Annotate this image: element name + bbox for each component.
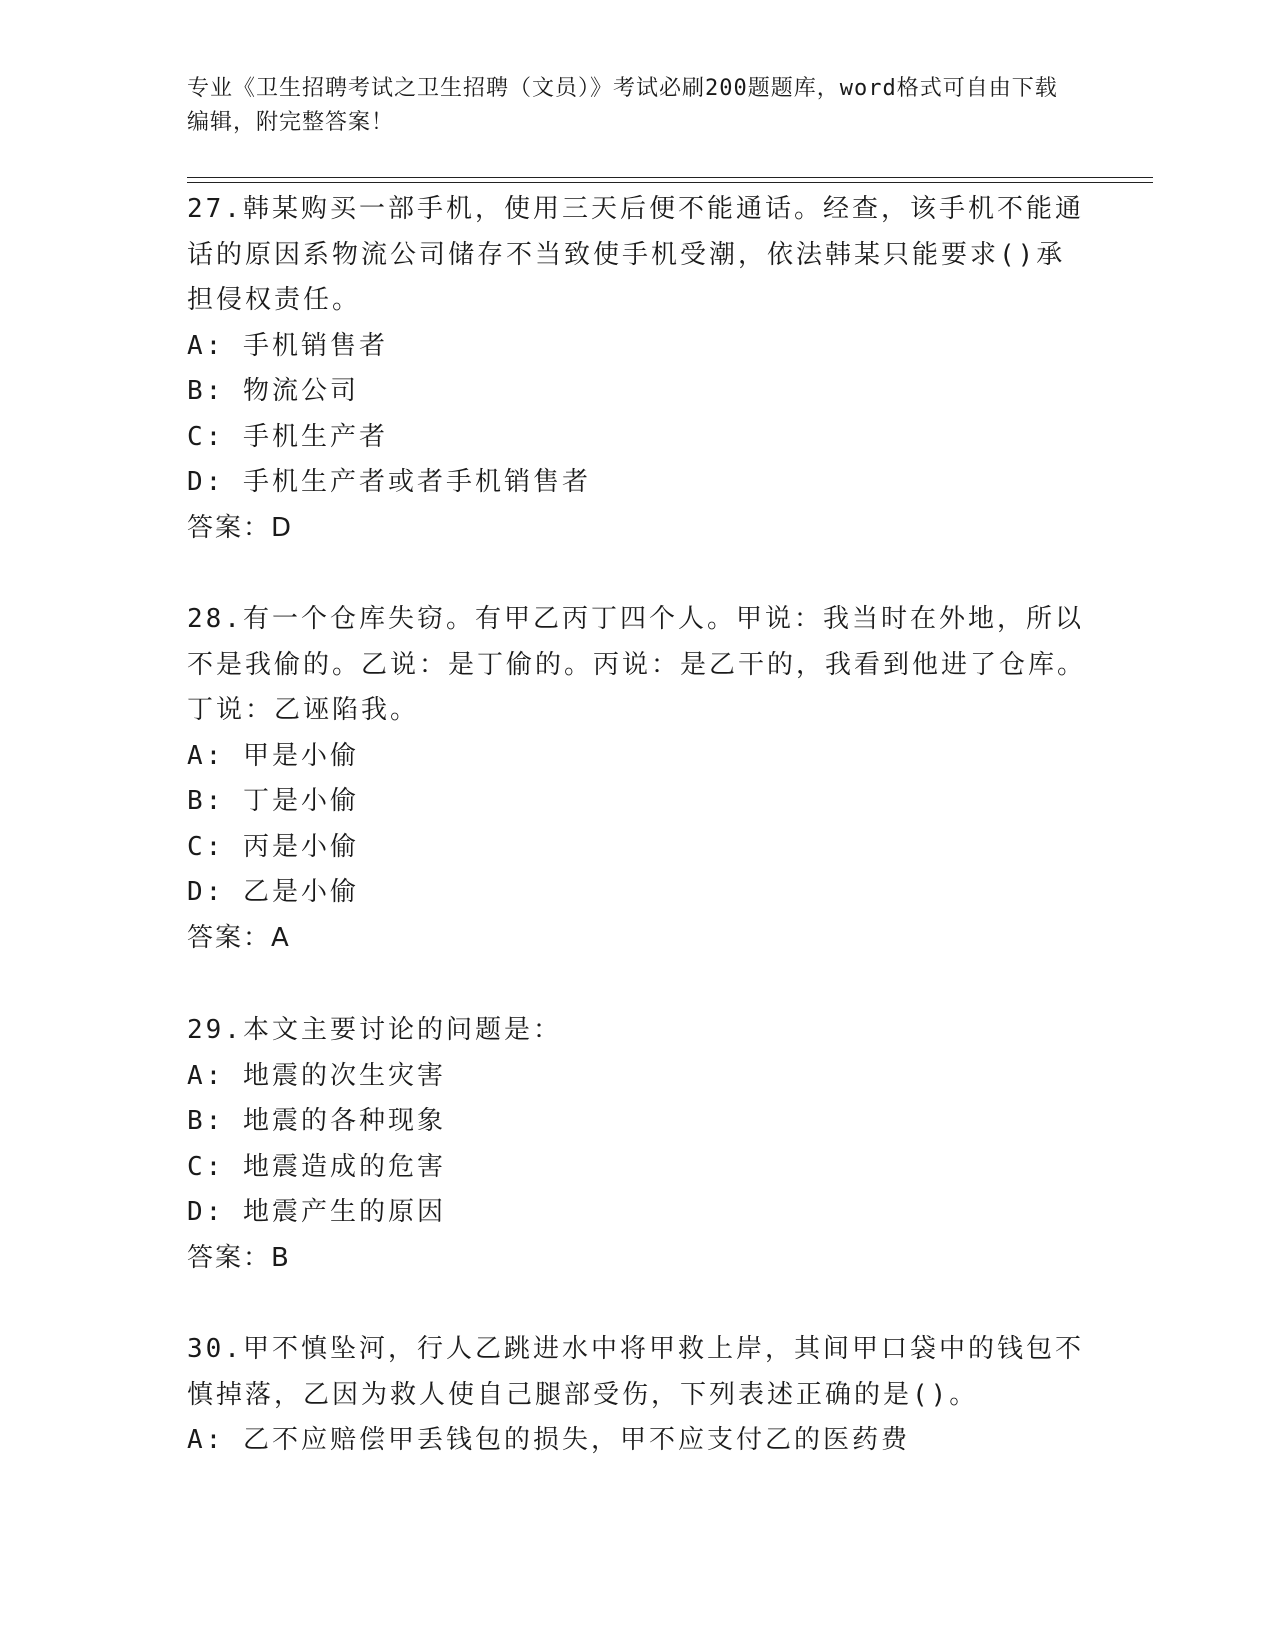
option-list	[187, 1054, 1087, 1236]
question-stem: 29.本文主要讨论的问题是：	[187, 1015, 562, 1045]
answer: 答案：A	[187, 922, 291, 953]
option-b: B: 丁是小偷	[187, 786, 359, 816]
option-list	[187, 734, 1087, 916]
question-stem: 28.有一个仓库失窃。有甲乙丙丁四个人。甲说：我当时在外地，所以不是我偷的。乙说：是丁偷的。丙说：是乙干的，我看到他进了仓库。丁说：乙诬陷我。	[187, 604, 1087, 725]
option-a: A: 手机销售者	[187, 330, 388, 361]
option-b: B: 物流公司	[187, 376, 359, 406]
option-d: D: 乙是小偷	[187, 877, 359, 907]
header-rule-top	[187, 177, 1153, 178]
option-c: C: 手机生产者	[187, 421, 388, 452]
answer: 答案：B	[187, 1242, 291, 1273]
option-a: A: 甲是小偷	[187, 740, 359, 771]
option-a: A: 乙不应赔偿甲丢钱包的损失，甲不应支付乙的医药费	[187, 1425, 910, 1455]
option-c: C: 地震造成的危害	[187, 1151, 446, 1182]
header-rule-bottom	[187, 182, 1153, 183]
question-27	[187, 187, 1087, 551]
answer: 答案：D	[187, 512, 294, 543]
question-stem: 30.甲不慎坠河，行人乙跳进水中将甲救上岸，其间甲口袋中的钱包不慎掉落，乙因为救人使自己腿部受伤，下列表述正确的是()。	[187, 1334, 1084, 1410]
question-30	[187, 1327, 1087, 1464]
document-header: 专业《卫生招聘考试之卫生招聘（文员）》考试必刷200题题库，word格式可自由下载编辑，附完整答案！	[187, 76, 1058, 135]
option-d: D: 手机生产者或者手机销售者	[187, 467, 591, 497]
option-c: C: 丙是小偷	[187, 831, 359, 862]
question-29	[187, 1008, 1087, 1281]
option-b: B: 地震的各种现象	[187, 1106, 446, 1136]
option-a: A: 地震的次生灾害	[187, 1060, 446, 1091]
option-list	[187, 1418, 1087, 1464]
question-stem: 27.韩某购买一部手机，使用三天后便不能通话。经查，该手机不能通话的原因系物流公司储存不当致使手机受潮，依法韩某只能要求()承担侵权责任。	[187, 194, 1084, 315]
question-28	[187, 597, 1087, 961]
option-d: D: 地震产生的原因	[187, 1197, 446, 1227]
option-list	[187, 324, 1087, 506]
